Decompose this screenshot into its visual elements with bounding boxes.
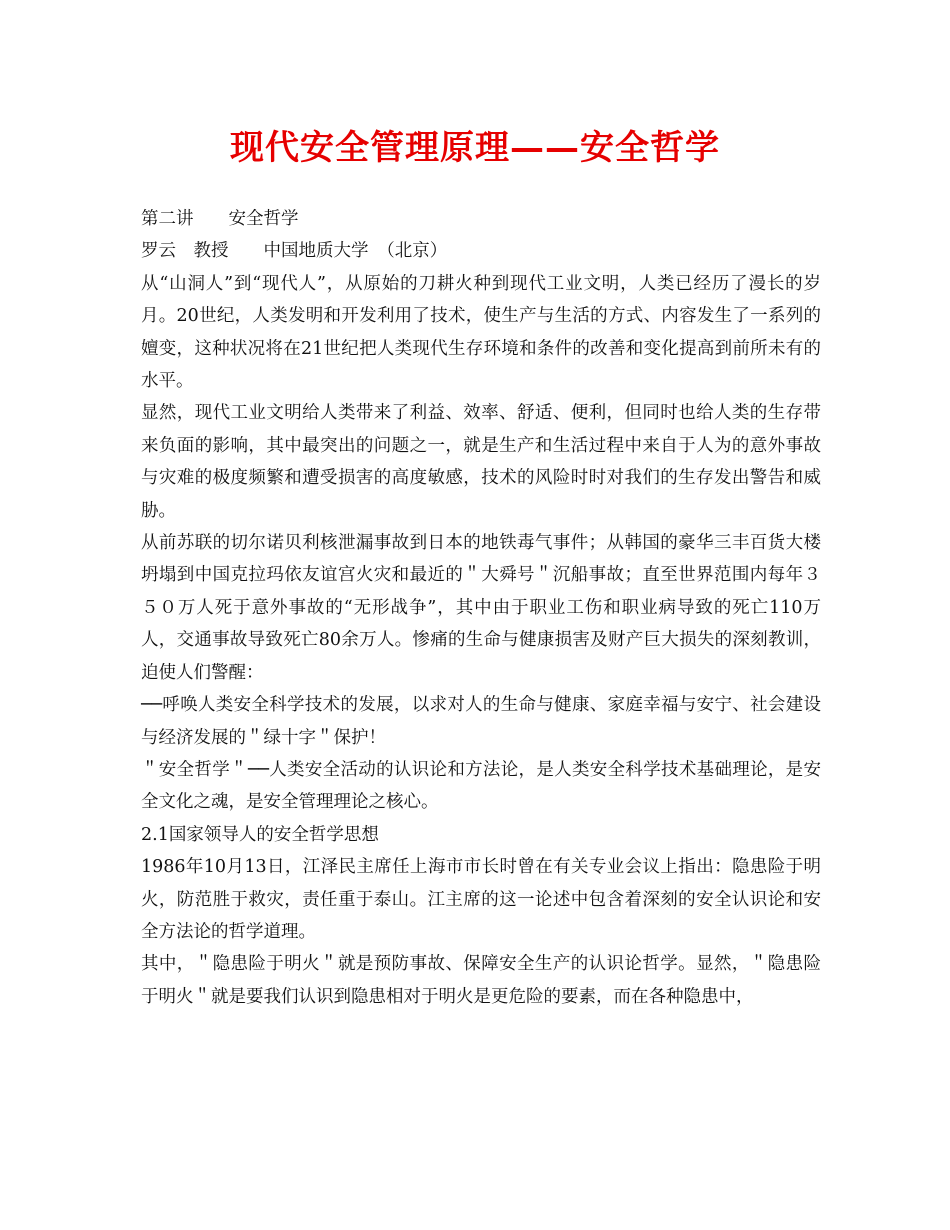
paragraph: ＂安全哲学＂──人类安全活动的认识论和方法论，是人类安全科学技术基础理论，是安全文化之魂，是安全管理理论之核心。 xyxy=(141,759,821,813)
paragraph: ──呼唤人类安全科学技术的发展，以求对人的生命与健康、家庭幸福与安宁、社会建设与经济发展的＂绿十字＂保护！ xyxy=(141,695,821,748)
document-title: 现代安全管理原理——安全哲学 xyxy=(230,128,720,168)
paragraph: 从前苏联的切尔诺贝利核泄漏事故到日本的地铁毒气事件；从韩国的豪华三丰百货大楼坍塌到中国克拉玛依友谊宫火灾和最近的＂大舜号＂沉船事故；直至世界范围内每年３５０万人死于意外事故的“无形战争”，其中由于职业工伤和职业病导致的死亡110万人，交通事故导致死亡80余万人。惨痛的生命与健康损害及财产巨大损失的深刻教训，迫使人们警醒： xyxy=(141,533,821,683)
lecture-heading: 第二讲 安全哲学 xyxy=(141,209,299,229)
section-heading: 2.1国家领导人的安全哲学思想 xyxy=(141,824,379,845)
document-body xyxy=(141,203,821,1013)
paragraph: 从“山洞人”到“现代人”，从原始的刀耕火种到现代工业文明，人类已经历了漫长的岁月。20世纪，人类发明和开发利用了技术，使生产与生活的方式、内容发生了一系列的嬗变，这种状况将在21世纪把人类现代生存环境和条件的改善和变化提高到前所未有的水平。 xyxy=(141,273,821,392)
paragraph: 显然，现代工业文明给人类带来了利益、效率、舒适、便利，但同时也给人类的生存带来负面的影响，其中最突出的问题之一，就是生产和生活过程中来自于人为的意外事故与灾难的极度频繁和遭受损害的高度敏感，技术的风险时时对我们的生存发出警告和威胁。 xyxy=(141,403,821,521)
paragraph: 其中，＂隐患险于明火＂就是预防事故、保障安全生产的认识论哲学。显然，＂隐患险于明火＂就是要我们认识到隐患相对于明火是更危险的要素，而在各种隐患中， xyxy=(141,954,821,1007)
author-line: 罗云 教授 中国地质大学 （北京） xyxy=(141,241,448,262)
paragraph: 1986年10月13日，江泽民主席任上海市市长时曾在有关专业会议上指出：隐患险于明火，防范胜于救灾，责任重于泰山。江主席的这一论述中包含着深刻的安全认识论和安全方法论的哲学道理。 xyxy=(141,857,821,942)
